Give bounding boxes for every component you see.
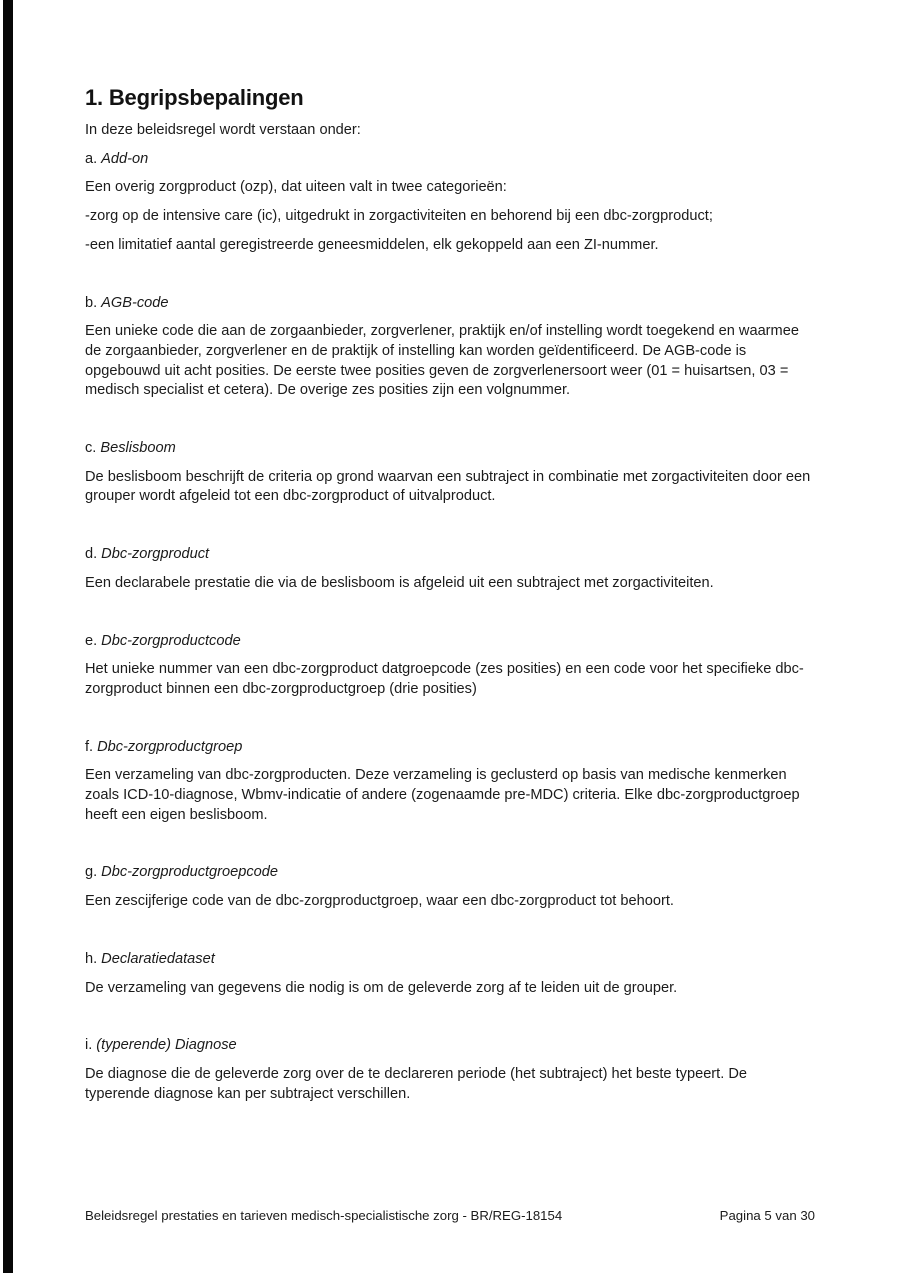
definition-term: Beslisboom: [100, 440, 176, 457]
definition-paragraph: De diagnose die de geleverde zorg over de te declareren periode (het subtraject) het beste typeert. De typerende diagnose kan per subtraject verschillen.: [85, 1065, 747, 1102]
definition-section: [85, 738, 815, 826]
definition-term-line: [85, 950, 815, 970]
definition-section: [85, 1036, 815, 1104]
definition-section: [85, 863, 815, 911]
definition-section: [85, 632, 815, 700]
definition-section: [85, 545, 815, 593]
definition-letter: h.: [85, 950, 98, 967]
definition-paragraph: Een verzameling van dbc-zorgproducten. Deze verzameling is geclusterd op basis van medische kenmerken zoals ICD-10-diagnose, Wbmv-indicatie of andere (zogenaamde pre-MDC) criteria. Elke dbc-zorgproductgroep heeft een eigen beslisboom.: [85, 767, 800, 823]
definition-term: Dbc-zorgproduct: [101, 546, 210, 563]
definition-paragraph: Het unieke nummer van een dbc-zorgproduct datgroepcode (zes posities) en een code voor het specifieke dbc-zorgproduct binnen een dbc-zorgproductgroep (drie posities): [85, 661, 804, 697]
definition-term-line: [85, 863, 815, 883]
definition-letter: f.: [85, 738, 94, 755]
definition-section: [85, 439, 815, 507]
footer-document-reference: Beleidsregel prestaties en tarieven medisch-specialistische zorg - BR/REG-18154: [85, 1208, 563, 1223]
definition-term-line: [85, 545, 815, 565]
definition-paragraph: Een unieke code die aan de zorgaanbieder, zorgverlener, praktijk en/of instelling wordt toegekend en waarmee de zorgaanbieder, zorgverlener en de praktijk of instelling kan worden geïdentificeerd. De AGB-code is opgebouwd uit acht posities. De eerste twee posities geven de zorgverlenersoort weer (01 = huisartsen, 03 = medisch specialist et cetera). De overige zes posities zijn een volgnummer.: [85, 323, 799, 399]
definition-letter: i.: [85, 1037, 93, 1054]
definition-term-line: [85, 632, 815, 652]
definition-letter: b.: [85, 294, 98, 311]
definition-term: Dbc-zorgproductcode: [101, 632, 241, 649]
definition-term: Dbc-zorgproductgroep: [97, 738, 243, 755]
definition-letter: g.: [85, 864, 98, 881]
definition-section: [85, 294, 815, 402]
definitions-list: [85, 150, 815, 1105]
definition-letter: a.: [85, 150, 98, 167]
definition-paragraph: -zorg op de intensive care (ic), uitgedrukt in zorgactiviteiten en behorend bij een dbc-zorgproduct;: [85, 208, 713, 225]
definition-letter: e.: [85, 632, 98, 649]
definition-term-line: [85, 150, 815, 170]
definition-term: AGB-code: [101, 294, 169, 311]
page-footer: [85, 1207, 815, 1224]
definition-letter: c.: [85, 440, 97, 457]
definition-term: (typerende) Diagnose: [96, 1037, 237, 1054]
intro-text: In deze beleidsregel wordt verstaan onder:: [85, 122, 361, 138]
definition-section: [85, 150, 815, 256]
definition-term: Dbc-zorgproductgroepcode: [101, 864, 279, 881]
page-title: 1. Begripsbepalingen: [85, 85, 304, 110]
definition-term: Declaratiedataset: [101, 950, 215, 967]
definition-paragraph: Een declarabele prestatie die via de beslisboom is afgeleid uit een subtraject met zorgactiviteiten.: [85, 574, 714, 591]
footer-page-number: Pagina 5 van 30: [719, 1208, 815, 1223]
definition-paragraph: Een zescijferige code van de dbc-zorgproductgroep, waar een dbc-zorgproduct tot behoort.: [85, 893, 674, 910]
definition-letter: d.: [85, 546, 98, 563]
definition-section: [85, 950, 815, 998]
document-content: [85, 121, 815, 1104]
definition-paragraph: De verzameling van gegevens die nodig is om de geleverde zorg af te leiden uit de grouper.: [85, 979, 678, 996]
definition-term-line: [85, 439, 815, 459]
definition-term-line: [85, 738, 815, 758]
definition-paragraph: Een overig zorgproduct (ozp), dat uiteen valt in twee categorieën:: [85, 179, 507, 196]
definition-term-line: [85, 1036, 815, 1056]
definition-term-line: [85, 294, 815, 314]
definition-paragraph: De beslisboom beschrijft de criteria op grond waarvan een subtraject in combinatie met zorgactiviteiten door een grouper wordt afgeleid tot een dbc-zorgproduct of uitvalproduct.: [85, 468, 811, 505]
definition-term: Add-on: [101, 150, 149, 167]
definition-paragraph: -een limitatief aantal geregistreerde geneesmiddelen, elk gekoppeld aan een ZI-nummer.: [85, 236, 659, 253]
